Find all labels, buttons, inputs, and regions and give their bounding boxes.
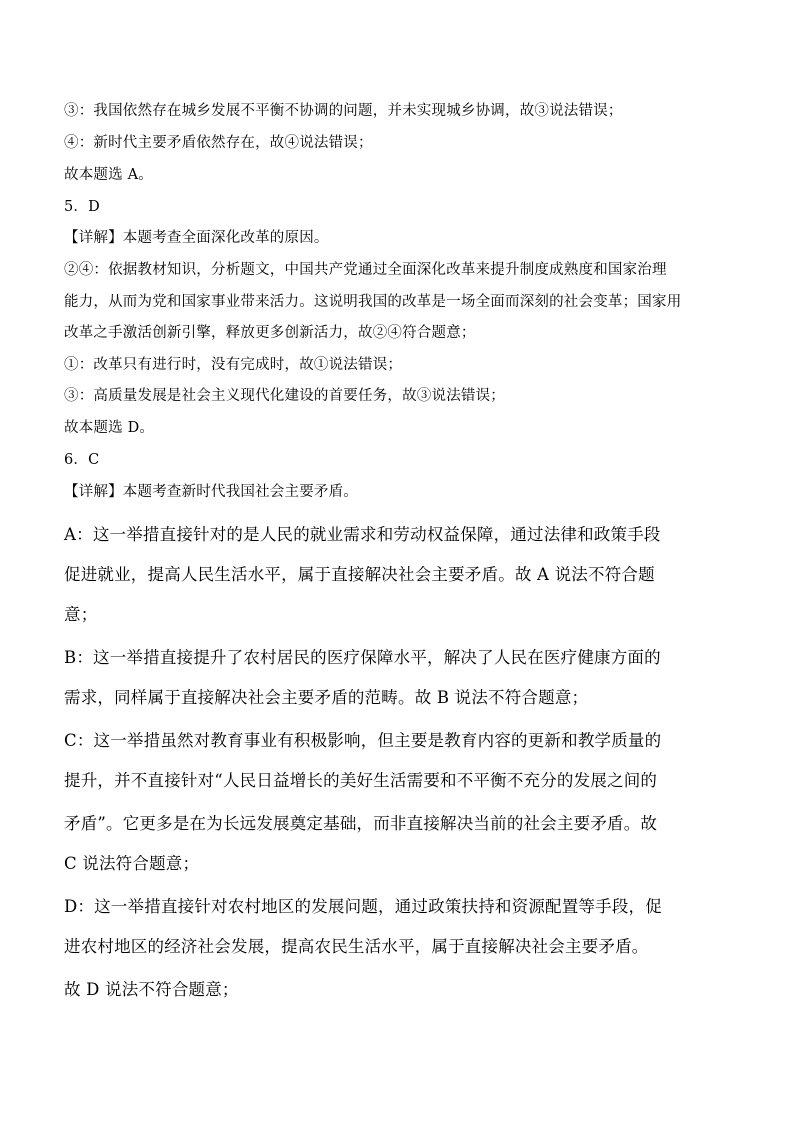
analysis-line-q5-option-1: ①：改革只有进行时，没有完成时，故①说法错误； [64, 357, 403, 373]
analysis-line-q6-option-d-3: 故 D 说法不符合题意； [64, 980, 239, 999]
analysis-line-q5-options-2-4: ②④：依据教材知识，分析题文，中国共产党通过全面深化改革来提升制度成熟度和国家治理 [64, 262, 667, 278]
analysis-line-q5-continued-1: 能力，从而为党和国家事业带来活力。这说明我国的改革是一场全面而深刻的社会变革；国家用 [64, 294, 682, 310]
analysis-line-q5-option-3: ③：高质量发展是社会主义现代化建设的首要任务，故③说法错误； [64, 388, 505, 404]
analysis-line-q5-continued-2: 改革之手激活创新引擎，释放更多创新活力，故②④符合题意； [64, 325, 476, 341]
answer-line-q4: 故本题选 A。 [64, 167, 153, 183]
analysis-line-q6-option-b-2: 需求，同样属于直接解决社会主要矛盾的范畴。故 B 说法不符合题意； [64, 688, 589, 707]
analysis-line-q6-option-a-3: 意； [64, 605, 98, 624]
analysis-line-q4-option-4: ④：新时代主要矛盾依然存在，故④说法错误； [64, 135, 373, 151]
analysis-line-q6-option-a-2: 促进就业，提高人民生活水平，属于直接解决社会主要矛盾。故 A 说法不符合题 [64, 565, 655, 584]
answer-line-q5: 故本题选 D。 [64, 420, 155, 436]
analysis-line-q4-option-3: ③：我国依然存在城乡发展不平衡不协调的问题，并未实现城乡协调，故③说法错误； [64, 103, 623, 119]
analysis-line-q6-option-c-4: C 说法符合题意； [64, 854, 200, 873]
analysis-line-q6-option-c-1: C：这一举措虽然对教育事业有积极影响，但主要是教育内容的更新和教学质量的 [64, 731, 662, 750]
analysis-line-q6-option-a-1: A：这一举措直接针对的是人民的就业需求和劳动权益保障，通过法律和政策手段 [64, 525, 661, 544]
analysis-line-q6-option-d-2: 进农村地区的经济社会发展，提高农民生活水平，属于直接解决社会主要矛盾。 [64, 937, 649, 956]
analysis-line-q6-option-d-1: D：这一举措直接针对农村地区的发展问题，通过政策扶持和资源配置等手段，促 [64, 897, 662, 916]
question-5-detail-heading: 【详解】本题考查全面深化改革的原因。 [64, 230, 329, 246]
analysis-line-q6-option-c-2: 提升，并不直接针对“人民日益增长的美好生活需要和不平衡不充分的发展之间的 [64, 771, 658, 790]
question-5-answer: 5．D [64, 199, 100, 215]
analysis-line-q6-option-b-1: B：这一举措直接提升了农村居民的医疗保障水平，解决了人民在医疗健康方面的 [64, 648, 661, 667]
question-6-answer: 6．C [64, 452, 100, 468]
analysis-line-q6-option-c-3: 矛盾”。它更多是在为长远发展奠定基础，而非直接解决当前的社会主要矛盾。故 [64, 814, 658, 833]
question-6-detail-heading: 【详解】本题考查新时代我国社会主要矛盾。 [64, 484, 358, 500]
